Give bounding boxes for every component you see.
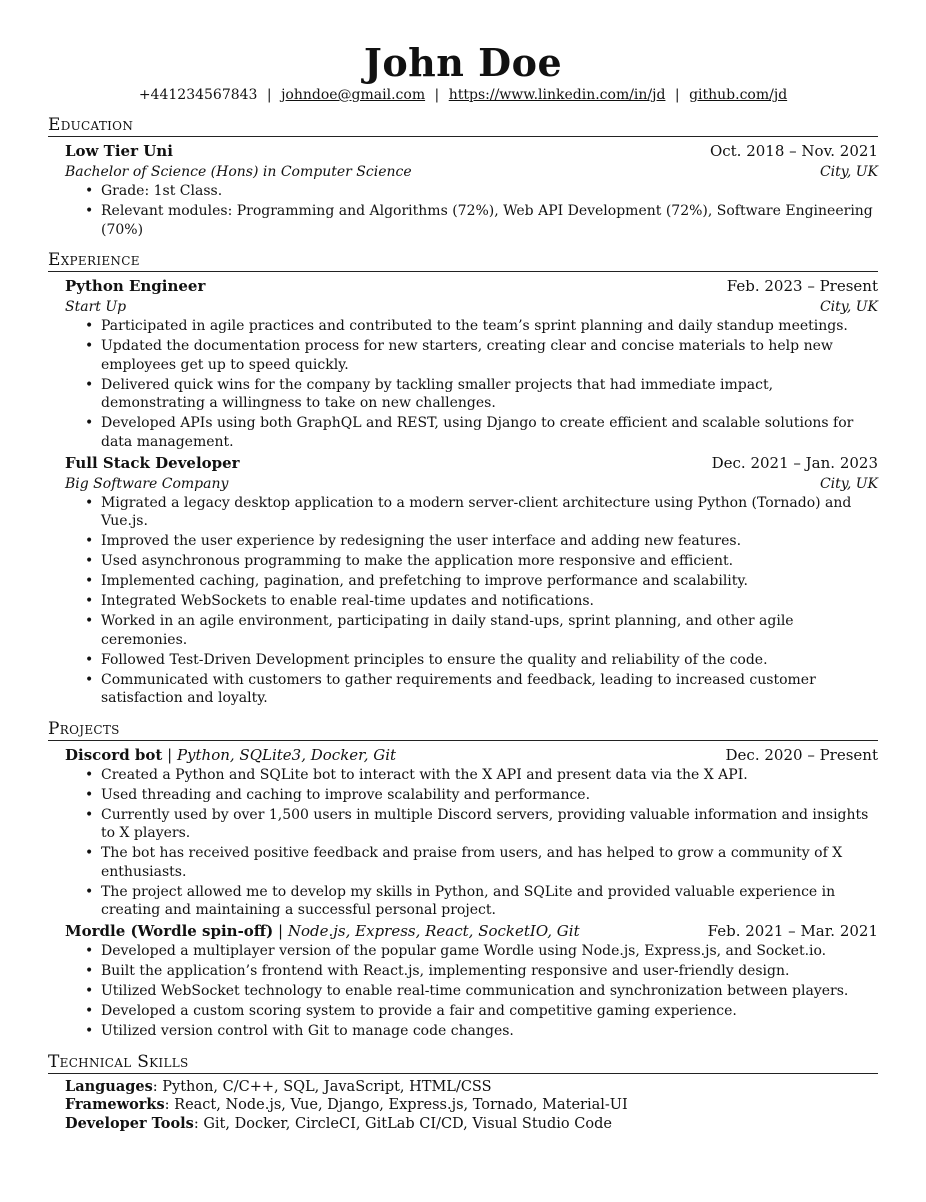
entry-dates: Feb. 2023 – Present (726, 277, 878, 295)
skill-value: : Python, C/C++, SQL, JavaScript, HTML/CSS (152, 1078, 492, 1095)
bullet-item: • Improved the user experience by redesigning the user interface and adding new features. (85, 532, 878, 551)
bullet-list (65, 494, 878, 708)
bullet-item: • Relevant modules: Programming and Algorithms (72%), Web API Development (72%), Software Engineering (70%) (85, 202, 878, 239)
skill-value: : React, Node.js, Vue, Django, Express.js, Tornado, Material-UI (164, 1097, 628, 1113)
project-entry (48, 745, 878, 920)
bullet-item: • Used asynchronous programming to make the application more responsive and efficient. (85, 552, 878, 571)
linkedin-link[interactable]: https://www.linkedin.com/in/jd (448, 87, 666, 103)
bullet-item: • Created a Python and SQLite bot to interact with the X API and present data via the X API. (85, 766, 878, 785)
bullet-item: • Delivered quick wins for the company by tackling smaller projects that had immediate impact, demonstrating a willingness to take on new challenges. (85, 376, 878, 413)
github-link[interactable]: github.com/jd (689, 87, 788, 103)
project-name: Discord bot (65, 745, 163, 764)
degree: Bachelor of Science (Hons) in Computer Science (65, 164, 412, 180)
bullet-item: • Communicated with customers to gather requirements and feedback, leading to increased customer satisfaction and loyalty. (85, 671, 878, 708)
entry-location: City, UK (819, 164, 878, 180)
separator: | (278, 922, 284, 940)
bullet-item: • The project allowed me to develop my skills in Python, and SQLite and provided valuable experience in creating and maintaining a successful personal project. (85, 883, 878, 920)
bullet-item: • Used threading and caching to improve scalability and performance. (85, 786, 878, 805)
bullet-list (65, 766, 878, 920)
bullet-item: • Worked in an agile environment, participating in daily stand-ups, sprint planning, and other agile ceremonies. (85, 612, 878, 649)
bullet-item: • Grade: 1st Class. (85, 182, 878, 201)
bullet-item: • Followed Test-Driven Development principles to ensure the quality and reliability of the code. (85, 651, 878, 670)
experience-section (48, 249, 878, 708)
project-tech: Node.js, Express, React, SocketIO, Git (287, 922, 580, 940)
section-heading: Experience (48, 249, 878, 272)
entry-dates: Oct. 2018 – Nov. 2021 (709, 142, 878, 160)
candidate-name: John Doe (363, 40, 563, 85)
company-name: Start Up (65, 299, 127, 315)
bullet-item: • Utilized WebSocket technology to enable real-time communication and synchronization between players. (85, 982, 878, 1001)
entry-dates: Feb. 2021 – Mar. 2021 (707, 922, 878, 940)
bullet-item: • Participated in agile practices and contributed to the team’s sprint planning and daily standup meetings. (85, 317, 878, 336)
skill-label: Languages (65, 1077, 153, 1095)
bullet-item: • The bot has received positive feedback and praise from users, and has helped to grow a community of X enthusiasts. (85, 844, 878, 881)
bullet-item: • Migrated a legacy desktop application to a modern server-client architecture using Python (Tornado) and Vue.js. (85, 494, 878, 531)
skill-label: Developer Tools (65, 1114, 194, 1132)
projects-section (48, 718, 878, 1041)
separator: | (434, 87, 440, 103)
bullet-item: • Implemented caching, pagination, and prefetching to improve performance and scalability. (85, 572, 878, 591)
experience-entry (48, 276, 878, 451)
entry-dates: Dec. 2021 – Jan. 2023 (711, 453, 878, 472)
bullet-item: • Developed a multiplayer version of the popular game Wordle using Node.js, Express.js, and Socket.io. (85, 942, 878, 961)
bullet-item: • Developed APIs using both GraphQL and REST, using Django to create efficient and scalable solutions for data management. (85, 414, 878, 451)
project-entry (48, 921, 878, 1041)
entry-location: City, UK (819, 299, 878, 315)
skill-value: : Git, Docker, CircleCI, GitLab CI/CD, Visual Studio Code (193, 1115, 612, 1132)
bullet-item: • Built the application’s frontend with React.js, implementing responsive and user-friendly design. (85, 962, 878, 981)
skills-section (48, 1051, 878, 1134)
skill-row (65, 1096, 878, 1115)
job-title: Full Stack Developer (65, 453, 240, 472)
skill-label: Frameworks (65, 1096, 165, 1113)
separator: | (674, 87, 680, 103)
entry-dates: Dec. 2020 – Present (725, 745, 878, 764)
bullet-item: • Utilized version control with Git to manage code changes. (85, 1022, 878, 1041)
section-heading: Technical Skills (48, 1051, 878, 1074)
skill-row (65, 1115, 878, 1134)
company-name: Big Software Company (65, 475, 229, 492)
project-tech: Python, SQLite3, Docker, Git (176, 745, 397, 764)
education-section (48, 114, 878, 239)
school-name: Low Tier Uni (65, 142, 173, 160)
project-name: Mordle (Wordle spin-off) (65, 922, 274, 940)
bullet-item: • Updated the documentation process for new starters, creating clear and concise materials to help new employees get up to speed quickly. (85, 337, 878, 374)
section-heading: Projects (48, 718, 878, 741)
education-entry (48, 141, 878, 239)
skills-list (48, 1078, 878, 1134)
bullet-list (65, 942, 878, 1041)
bullet-item: • Developed a custom scoring system to provide a fair and competitive gaming experience. (85, 1002, 878, 1021)
separator: | (167, 745, 173, 764)
job-title: Python Engineer (65, 277, 206, 295)
bullet-list (65, 317, 878, 451)
skill-row (65, 1078, 878, 1097)
email-link[interactable]: johndoe@gmail.com (281, 87, 426, 103)
experience-entry (48, 453, 878, 708)
separator: | (266, 87, 272, 103)
section-heading: Education (48, 114, 878, 137)
entry-location: City, UK (819, 475, 878, 492)
bullet-item: • Integrated WebSockets to enable real-time updates and notifications. (85, 592, 878, 611)
bullet-list (65, 182, 878, 239)
contact-line (48, 86, 878, 104)
bullet-item: • Currently used by over 1,500 users in multiple Discord servers, providing valuable information and insights to X players. (85, 806, 878, 843)
phone-number: +441234567843 (138, 87, 258, 103)
